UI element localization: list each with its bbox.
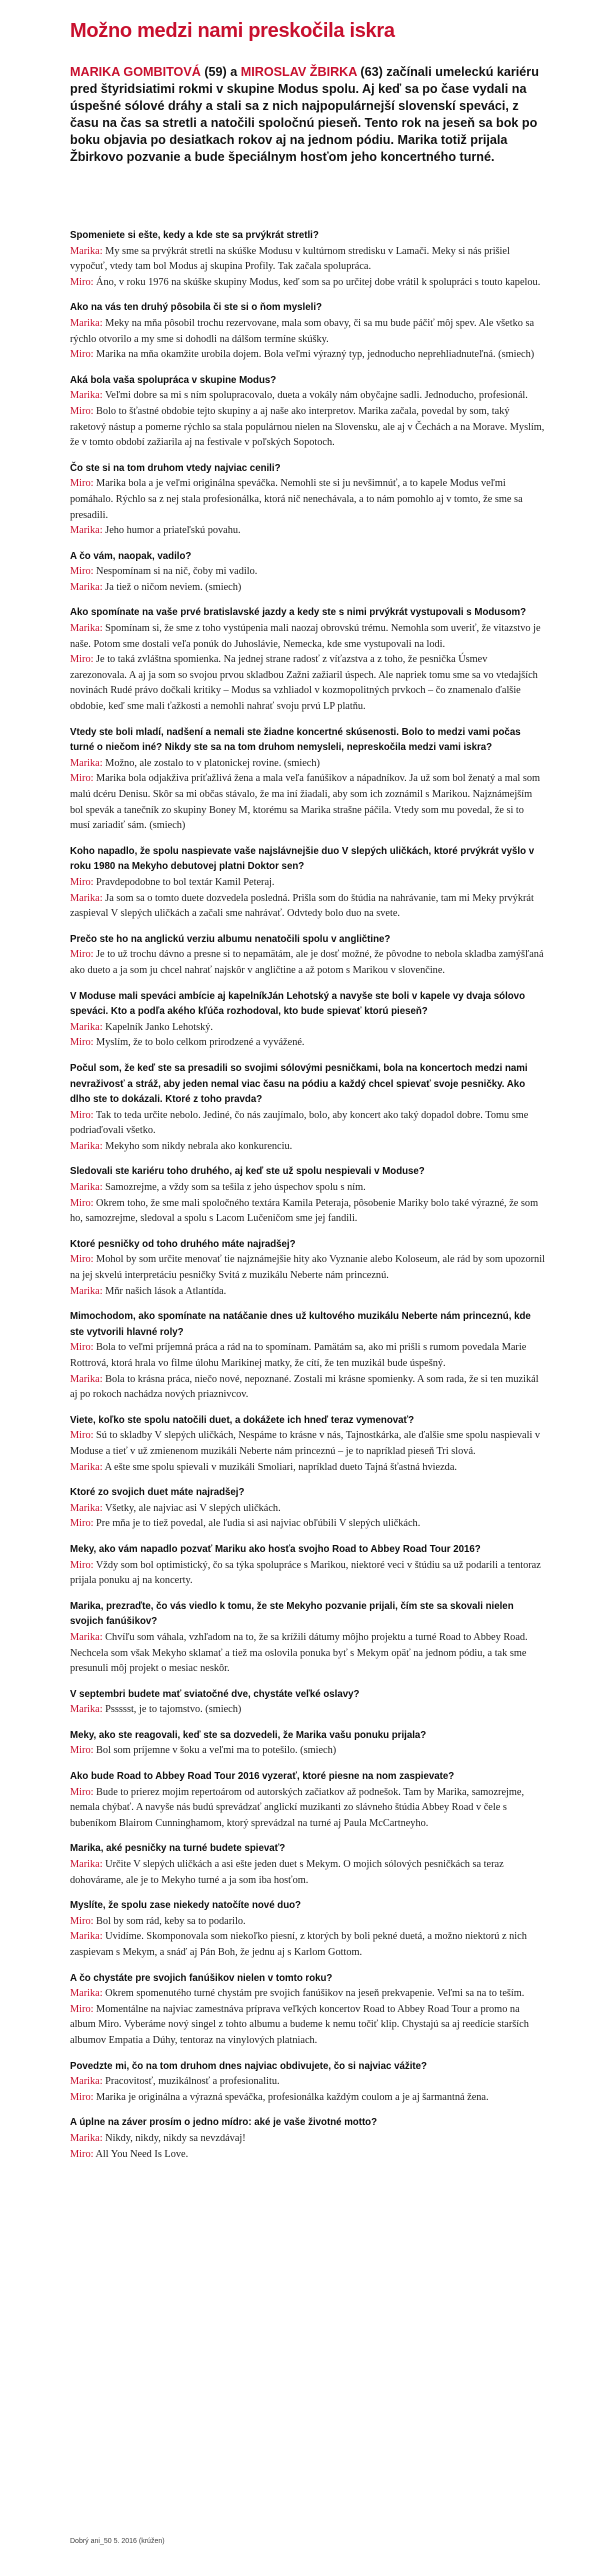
speaker-name: Miro: [70, 1745, 94, 1757]
answer [70, 1785, 545, 1832]
speaker-name: Miro: [70, 349, 94, 361]
answer [70, 1914, 545, 1930]
answer [70, 1020, 545, 1036]
question: Koho napadlo, že spolu naspievate vaše najslávnejšie duo V slepých uličkách, ktoré prvýkrát vyšlo v roku 1980 na Mekyho debutovej platni Doktor sen? [70, 845, 535, 873]
answer-text: Pre mňa je to tiež povedal, ale ľudia si asi najviac obľúbili V slepých uličkách. [93, 1518, 421, 1530]
speaker-name: Marika: [70, 317, 103, 329]
qa-block [70, 1841, 545, 1888]
answer [70, 621, 545, 652]
answer-text: Tak to teda určite nebolo. Jediné, čo nás zaujímalo, bolo, aby koncert ako taký dopadol dobre. Tomu sme podriaďovali všetko. [70, 1109, 529, 1137]
speaker-name: Miro: [70, 1518, 94, 1530]
speaker-name: Marika: [70, 245, 103, 257]
answer-text: Marika bola odjakživa príťažlivá žena a mala veľa fanúšikov a nápadníkov. Ja už som bol ženatý a mal som malú dcéru Denisu. Skôr sa mi občas stávalo, že ma iní žiadali, aby som ich zoznámil s Marikou. Najznámejším bol spevák a tanečník zo skupiny Boney M, ktorému sa Marika strašne páčila. Vtedy som mu povedal, že si to musí zariadiť sám. (smiech) [70, 773, 540, 832]
answer-text: Ja tiež o ničom neviem. (smiech) [102, 581, 242, 593]
question: Čo ste si na tom druhom vtedy najviac cenili? [70, 462, 281, 474]
answer [70, 2002, 545, 2049]
answer [70, 1630, 545, 1677]
question: V septembri budete mať sviatočné dve, chystáte veľké oslavy? [70, 1688, 360, 1700]
speaker-name: Miro: [70, 1559, 94, 1571]
speaker-name: Marika: [70, 1140, 103, 1152]
answer-text: Bol som príjemne v šoku a veľmi ma to potešilo. (smiech) [93, 1745, 337, 1757]
qa-block [70, 300, 545, 362]
answer [70, 1035, 545, 1051]
question: Aká bola vaša spolupráca v skupine Modus? [70, 374, 277, 386]
speaker-name: Marika: [70, 892, 103, 904]
answer-text: All You Need Is Love. [93, 2148, 189, 2160]
question: Vtedy ste boli mladí, nadšení a nemali ste žiadne koncertné skúsenosti. Bolo to medzi vami počas turné o niečom iné? Nikdy ste sa na tom druhom nemysleli, nepreskočila medzi vami iskra? [70, 726, 521, 754]
qa-block [70, 1599, 545, 1677]
speaker-name: Marika: [70, 757, 103, 769]
speaker-name: Marika: [70, 390, 103, 402]
answer [70, 1284, 545, 1300]
answer [70, 580, 545, 596]
speaker-name: Marika: [70, 1461, 103, 1473]
speaker-name: Miro: [70, 1786, 94, 1798]
page-footer: Dobrý ani_50 5. 2016 (krúžen) [70, 2538, 165, 2545]
question: V Moduse mali speváci ambície aj kapelníkJán Lehotský a navyše ste boli v kapele vy dvaja sólovo speváci. Kto a podľa akého kľúča rozhodoval, kto bude spievať ktorú pieseň? [70, 990, 525, 1018]
question: Marika, prezraďte, čo vás viedlo k tomu, že ste Mekyho pozvanie prijali, čím ste sa skovali nielen svojich fanúšikov? [70, 1600, 514, 1628]
answer-text: Je to taká zvláštna spomienka. Na jednej strane radosť z víťazstva a z toho, že pesnička Úsmev zarezonovala. A aj ja som so svojou prvou skladbou Zažni zažiaril úspech. Ale napriek tomu sme sa vo vtedajších novinách Rudé právo dočkali kritiky – Modus sa vzhliadol v kozmopolitných prvkoch – čo znamenalo ďalšie obdobie, keď sme mali ťažkosti a nemohli nahrať svoju prvú LP platňu. [70, 654, 538, 713]
answer [70, 2090, 545, 2106]
answer-text: Marika bola a je veľmi originálna speváčka. Nemohli ste si ju nevšimnúť, a to kapele Modus veľmi pomáhalo. Rýchlo sa z nej stala profesionálka, ktorá nič nenechávala, a to nám pomohlo aj v tomto, že sme sa presadili. [70, 478, 523, 521]
answer [70, 1139, 545, 1155]
answer-text: Jeho humor a priateľskú povahu. [102, 525, 241, 537]
speaker-name: Marika: [70, 623, 103, 635]
answer [70, 476, 545, 523]
answer-text: Okrem toho, že sme mali spoločného textára Kamila Peteraja, pôsobenie Mariky bolo také výrazné, že som ho, samozrejme, sledoval a spolu s Lacom Lučeničom sme jej fandili. [70, 1197, 539, 1225]
qa-block [70, 932, 545, 979]
answer [70, 404, 545, 451]
speaker-name: Marika: [70, 1373, 103, 1385]
answer-text: Meky na mňa pôsobil trochu rezervovane, mala som obavy, či sa mu bude páčiť môj spev. Ale všetko sa rýchlo otvorilo a my sme si dohodli na dálšom termíne skúšky. [70, 317, 535, 345]
qa-block [70, 461, 545, 539]
question: Ako bude Road to Abbey Road Tour 2016 vyzerať, ktoré piesne na nom zaspievate? [70, 1771, 455, 1783]
speaker-name: Miro: [70, 1342, 94, 1354]
speaker-name: Miro: [70, 773, 94, 785]
question: Mimochodom, ako spomínate na natáčanie dnes už kultového muzikálu Neberte nám princeznú, kde ste vytvorili hlavné roly? [70, 1311, 531, 1338]
lead-name-marika: MARIKA GOMBITOVÁ [70, 65, 201, 79]
lead-age-marika: (59) a [200, 65, 241, 79]
answer-text: Všetky, ale najviac asi V slepých uličkách. [102, 1502, 281, 1514]
speaker-name: Marika: [70, 1631, 103, 1643]
speaker-name: Marika: [70, 1704, 103, 1716]
answer [70, 1108, 545, 1139]
answer [70, 891, 545, 922]
answer [70, 1986, 545, 2002]
qa-block [70, 2115, 545, 2162]
question: Meky, ako vám napadlo pozvať Mariku ako hosťa svojho Road to Abbey Road Tour 2016? [70, 1543, 481, 1555]
speaker-name: Miro: [70, 876, 94, 888]
answer-text: Spomínam si, že sme z toho vystúpenia mali naozaj obrovskú trému. Nemohla som uveriť, že vitazstvo je naše. Potom sme dostali veľa ponúk do Juhoslávie, Nemecka, kde sme vystupovali na lodi. [70, 623, 541, 650]
question: A čo vám, naopak, vadilo? [70, 550, 192, 562]
speaker-name: Miro: [70, 2148, 94, 2160]
answer [70, 1702, 545, 1718]
qa-block [70, 2059, 545, 2106]
answer-text: Pracovitosť, muzikálnosť a profesionalitu. [102, 2076, 280, 2088]
qa-block [70, 844, 545, 922]
answer-text: Bola to krásna práca, niečo nové, nepoznané. Zostali mi krásne spomienky. A som rada, že si ten muzikál aj po rokoch nachádza nových priaznivcov. [70, 1373, 539, 1401]
speaker-name: Marika: [70, 1859, 103, 1871]
answer-text: Mekyho som nikdy nebrala ako konkurenciu. [102, 1140, 293, 1152]
interview-body [70, 228, 545, 2172]
speaker-name: Marika: [70, 1502, 103, 1514]
speaker-name: Marika: [70, 1285, 103, 1297]
answer [70, 1558, 545, 1589]
answer-text: Je to už trochu dávno a presne si to nepamätám, ale je dosť možné, že pôvodne to nebola skladba zamýšľaná ako dueto a ja som ju chcel nahrať najskôr v angličtine a až potom s Marikou v slovenčine. [70, 949, 544, 976]
speaker-name: Marika: [70, 2076, 103, 2088]
speaker-name: Miro: [70, 1109, 94, 1121]
answer [70, 947, 545, 978]
question: A čo chystáte pre svojich fanúšikov nielen v tomto roku? [70, 1972, 333, 1984]
speaker-name: Marika: [70, 1931, 103, 1943]
speaker-name: Miro: [70, 2091, 94, 2103]
qa-block [70, 1769, 545, 1831]
answer [70, 875, 545, 891]
answer-text: Kapelník Janko Lehotský. [102, 1021, 213, 1033]
answer-text: Možno, ale zostalo to v platonickej rovine. (smiech) [102, 757, 320, 769]
answer [70, 1196, 545, 1227]
question: Ako na vás ten druhý pôsobila či ste si o ňom mysleli? [70, 302, 322, 314]
qa-block [70, 1309, 545, 1403]
speaker-name: Marika: [70, 2132, 103, 2144]
question: Myslíte, že spolu zase niekedy natočíte nové duo? [70, 1900, 301, 1912]
speaker-name: Miro: [70, 1254, 94, 1266]
answer-text: Uvidíme. Skomponovala som niekoľko piesní, z ktorých by boli pekné duetá, a možno niektorú z nich zaspievam s Mekym, a snáď aj Pán Boh, že jednu aj s Karlom Gottom. [70, 1931, 527, 1958]
answer-text: Pssssst, je to tajomstvo. (smiech) [102, 1704, 242, 1716]
answer [70, 2131, 545, 2147]
answer-text: Určite V slepých uličkách a asi ešte jeden duet s Mekym. O mojich sólových pesničkách sa teraz dohovárame, ale je to Mekyho turné a ja som iba hosťom. [70, 1859, 504, 1886]
answer [70, 1252, 545, 1283]
answer-text: Vždy som bol optimistický, čo sa týka spolupráce s Marikou, niektoré veci v štúdiu sa už podarili a tentoraz prijala ponuku aj na koncerty. [70, 1559, 541, 1587]
answer [70, 275, 545, 291]
qa-block [70, 1542, 545, 1589]
qa-block [70, 1971, 545, 2049]
speaker-name: Marika: [70, 1021, 103, 1033]
qa-block [70, 549, 545, 596]
answer-text: Samozrejme, a vždy som sa tešila z jeho úspechov spolu s ním. [102, 1182, 366, 1194]
speaker-name: Marika: [70, 1988, 103, 2000]
answer-text: Momentálne na najviac zamestnáva príprava veľkých koncertov Road to Abbey Road Tour a promo na album Miro. Vyberáme nový singel z tohto albumu a budeme k nemu točiť klip. Chystajú sa aj reedície starších albumov Empatia a Dúhy, tentoraz na vinylových platniach. [70, 2003, 529, 2046]
speaker-name: Miro: [70, 1197, 94, 1209]
qa-block [70, 1237, 545, 1299]
answer-text: Pravdepodobne to bol textár Kamil Peteraj. [93, 876, 275, 888]
qa-block [70, 989, 545, 1051]
answer [70, 347, 545, 363]
question: Viete, koľko ste spolu natočili duet, a dokážete ich hneď teraz vymenovať? [70, 1414, 415, 1426]
question: A úplne na záver prosím o jedno mídro: aké je vaše životné motto? [70, 2117, 378, 2129]
article-lead [70, 64, 545, 166]
answer-text: A ešte sme spolu spievali v muzikáli Smoliari, napríklad dueto Tajná šťastná hviezda. [102, 1461, 457, 1473]
qa-block [70, 1164, 545, 1226]
lead-name-miroslav: MIROSLAV ŽBIRKA [240, 65, 357, 79]
answer-text: Nikdy, nikdy, nikdy sa nevzdávaj! [102, 2132, 246, 2144]
speaker-name: Marika: [70, 525, 103, 537]
answer [70, 316, 545, 347]
answer-text: Bude to prierez mojim repertoárom od autorských začiatkov až podnešok. Tam by Marika, samozrejme, nemala chýbať. A navyše nás budú sprevádzať anglickí muzikanti zo slávneho štúdia Abbey Road v čele s bubeníkom Blairom Cunninghamom, ktorý sprevádzal na turné aj Paula McCartneyho. [70, 1786, 525, 1829]
answer [70, 564, 545, 580]
qa-block [70, 228, 545, 290]
qa-block [70, 373, 545, 451]
question: Ako spomínate na vaše prvé bratislavské jazdy a kedy ste s nimi prvýkrát vystupovali s Modusom? [70, 607, 527, 619]
answer-text: Mňr našich lások a Atlantída. [102, 1285, 227, 1297]
answer [70, 1929, 545, 1960]
answer-text: Bola to veľmi príjemná práca a rád na to spomínam. Pamätám sa, ako mi prišli s rumom povedala Marie Rottrová, ktorá hrala vo filme úlohu Marikinej matky, že cítí, že ten muzikál bude úspešný. [70, 1342, 527, 1369]
answer-text: Veľmi dobre sa mi s ním spolupracovalo, dueta a vokály nám obyčajne sadli. Jednoducho, profesionál. [102, 390, 528, 402]
question: Marika, aké pesničky na turné budete spievať? [70, 1843, 286, 1855]
speaker-name: Miro: [70, 566, 94, 578]
question: Povedzte mi, čo na tom druhom dnes najviac obdivujete, čo si najviac vážite? [70, 2060, 427, 2072]
answer-text: Myslím, že to bolo celkom prirodzené a vyvážené. [93, 1037, 305, 1049]
qa-block [70, 725, 545, 834]
qa-block [70, 605, 545, 714]
question: Spomeniete si ešte, kedy a kde ste sa prvýkrát stretli? [70, 230, 319, 241]
answer [70, 1857, 545, 1888]
qa-block [70, 1687, 545, 1718]
speaker-name: Miro: [70, 1037, 94, 1049]
answer-text: Áno, v roku 1976 na skúške skupiny Modus, keď som sa po určitej dobe vrátil k spolupráci s touto kapelou. [93, 276, 541, 288]
answer [70, 756, 545, 772]
answer [70, 1180, 545, 1196]
question: Ktoré pesničky od toho druhého máte najradšej? [70, 1238, 296, 1250]
answer [70, 1460, 545, 1476]
speaker-name: Miro: [70, 478, 94, 490]
answer [70, 652, 545, 714]
answer-text: Chvíľu som váhala, vzhľadom na to, že sa krížili dátumy môjho projektu a turné Road to Abbey Road. Nechcela som však Mekyho sklamať a tiež ma oslovila ponuka byť s Mekym opäť na jednom pódiu, a tak sme presunuli môj projekt o mesiac neskôr. [70, 1631, 528, 1675]
question: Počul som, že keď ste sa presadili so svojimi sólovými pesničkami, bola na koncertoch medzi nami nevraživosť a stráž, aby jeden nemal viac času na pódiu a každý chcel spievať svoje pesničky. Ako dlho ste to dokázali. Ktoré z toho pravda? [70, 1062, 528, 1106]
answer [70, 523, 545, 539]
answer-text: Bolo to šťastné obdobie tejto skupiny a aj naše ako interpretov. Marika začala, povedal by som, taký raketový nástup a pomerne rýchlo sa stala populárnou nielen na Slovensku, ale aj v Čechách a na Morave. Myslím, že v tomto období zažiarila aj na festivale v poľských Sopotoch. [70, 405, 545, 449]
answer [70, 1516, 545, 1532]
speaker-name: Miro: [70, 654, 94, 666]
qa-block [70, 1898, 545, 1960]
speaker-name: Miro: [70, 1430, 94, 1442]
question: Sledovali ste kariéru toho druhého, aj keď ste už spolu nespievali v Moduse? [70, 1166, 425, 1178]
article-title: Možno medzi nami preskočila iskra [70, 20, 395, 42]
answer [70, 1372, 545, 1403]
question: Ktoré zo svojich duet máte najradšej? [70, 1487, 245, 1499]
speaker-name: Miro: [70, 1915, 94, 1927]
answer [70, 1743, 545, 1759]
speaker-name: Miro: [70, 949, 94, 961]
answer [70, 244, 545, 275]
answer-text: Mohol by som určite menovať tie najznámejšie hity ako Vyznanie alebo Koloseum, ale rád by som upozornil na jej skvelú interpretáciu pesničky Svitá z muzikálu Neberte nám princeznú. [70, 1254, 545, 1282]
answer-text: My sme sa prvýkrát stretli na skúške Modusu v kultúrnom stredisku v Lamači. Meky si nás prišiel vypočuť, vtedy tam bol Modus aj skupina Profily. Tak začala spolupráca. [70, 245, 510, 273]
speaker-name: Miro: [70, 405, 94, 417]
answer [70, 1501, 545, 1517]
answer [70, 2147, 545, 2163]
answer [70, 771, 545, 833]
qa-block [70, 1728, 545, 1759]
answer [70, 1340, 545, 1371]
qa-block [70, 1485, 545, 1532]
answer-text: Bol by som rád, keby sa to podarilo. [93, 1915, 246, 1927]
answer-text: Nespomínam si na nič, čoby mi vadilo. [93, 566, 258, 578]
question: Prečo ste ho na anglickú verziu albumu nenatočili spolu v angličtine? [70, 933, 391, 945]
answer-text: Marika na mňa okamžite urobila dojem. Bola veľmi výrazný typ, jednoducho neprehliadnuteľná. (smiech) [93, 349, 535, 361]
speaker-name: Marika: [70, 581, 103, 593]
answer-text: Sú to skladby V slepých uličkách, Nespáme to krásne v nás, Tajnostkárka, ale ďalšie sme spolu naspievali v Moduse a tieť v už zmienenom muzikáli Neberte nám princeznú – je to napríklad pieseň Tri slová. [70, 1430, 541, 1457]
answer [70, 388, 545, 404]
speaker-name: Miro: [70, 2003, 94, 2015]
qa-block [70, 1413, 545, 1475]
answer [70, 2074, 545, 2090]
qa-block [70, 1061, 545, 1155]
question: Meky, ako ste reagovali, keď ste sa dozvedeli, že Marika vašu ponuku prijala? [70, 1729, 427, 1741]
answer-text: Ja som sa o tomto duete dozvedela posledná. Prišla som do štúdia na nahrávanie, tam mi Meky prvýkrát zaspieval V slepých uličkách a začali sme nahrávať. Odvtedy bolo duo na svete. [70, 892, 534, 920]
speaker-name: Marika: [70, 1182, 103, 1194]
speaker-name: Miro: [70, 276, 94, 288]
answer-text: Okrem spomenutého turné chystám pre svojich fanúšikov na jeseň prekvapenie. Veľmi sa na to teším. [102, 1988, 525, 2000]
answer [70, 1428, 545, 1459]
answer-text: Marika je originálna a výrazná speváčka, profesionálka každým coulom a je aj šarmantná žena. [93, 2091, 489, 2103]
lead-text: (63) začínali umeleckú kariéru pred štyridsiatimi rokmi v skupine Modus spolu. Aj keď sa po čase vydali na úspešné sólové dráhy a stali sa z nich najpopulárnejší slovenskí speváci, z času na čas sa stretli a natočili spoločnú pieseň. Tento rok na jeseň sa bok po boku objavia po desiatkach rokov aj na jednom pódiu. Marika totiž prijala Žbirkovo pozvanie a bude špeciálnym hosťom jeho koncertného turné. [70, 65, 539, 164]
